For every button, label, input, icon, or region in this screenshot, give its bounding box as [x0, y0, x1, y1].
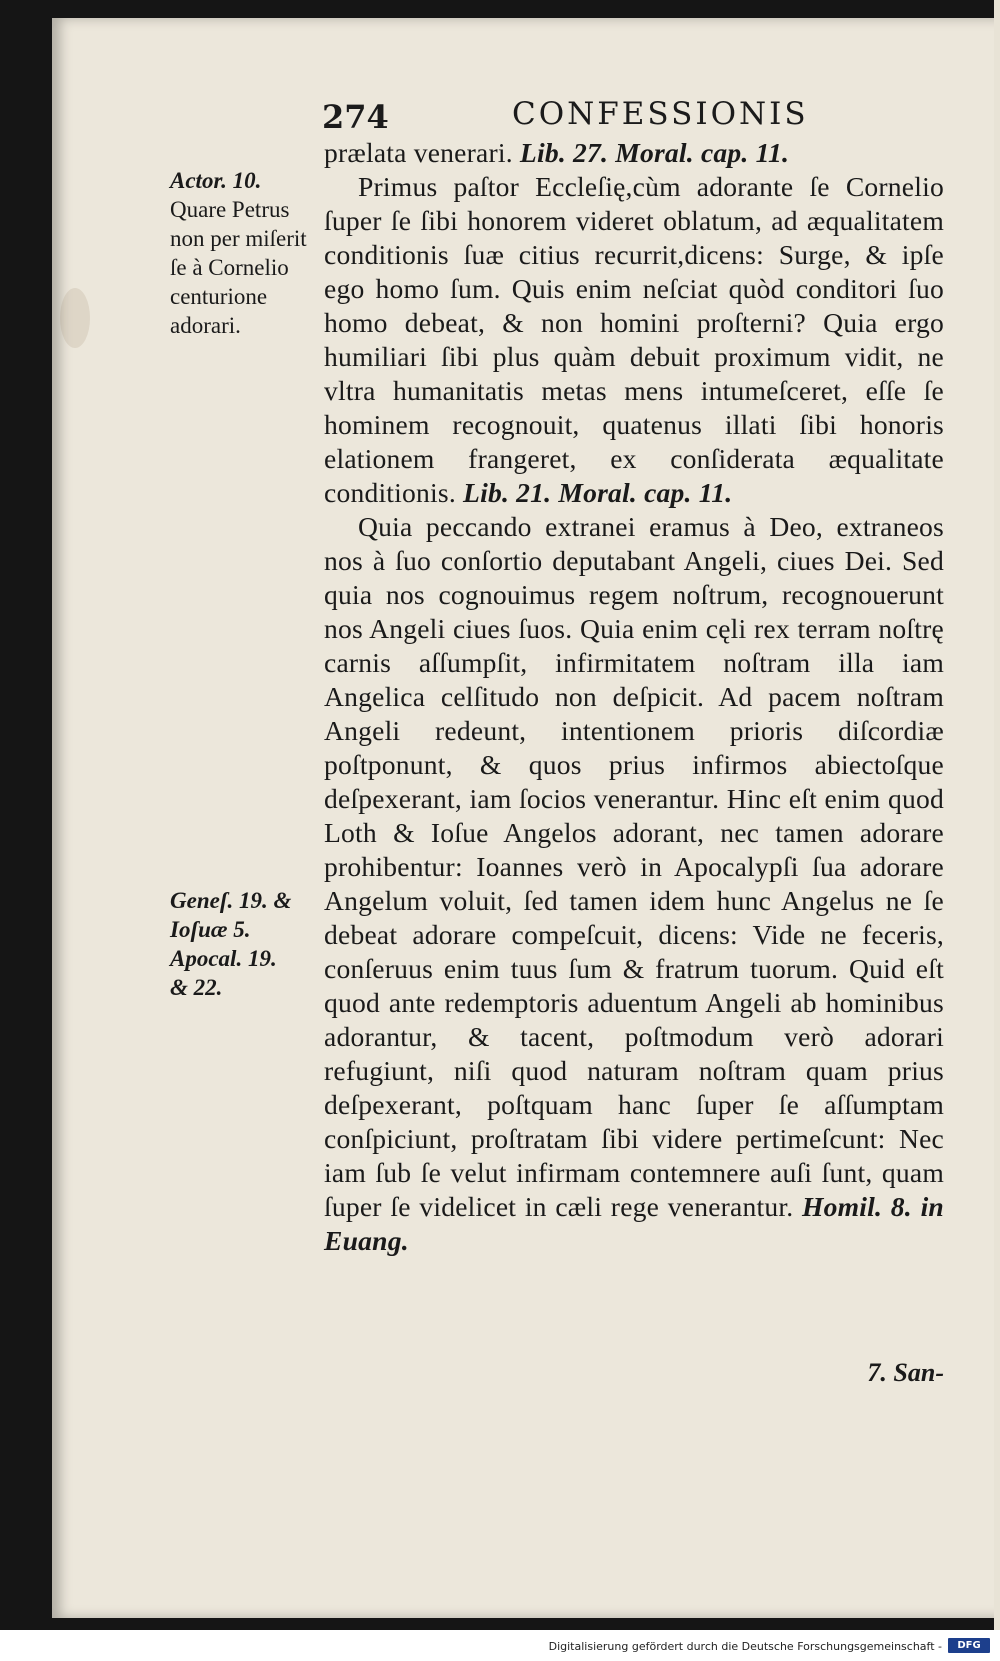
citation: Homil. 8. in Euang. [324, 1191, 944, 1256]
paragraph-text: prælata venerari. [324, 137, 513, 168]
paragraph-text: Primus paſtor Eccleſię,cùm adorante ſe Cornelio ſuper ſe ſibi honorem videret oblatum, ad æqualitatem conditionis ſuæ citius recurrit,dicens: Surge, & ipſe ego homo ſum. Quis enim neſciat quòd conditori ſuo homo debeat, & non homini proſterni? Quia ergo humiliari ſibi plus quàm debuit proximum vidit, ne vltra humanitatis metas mens intumeſceret, eſſe ſe hominem recognouit, quatenus illati ſibi honoris elationem frangeret, ex conſiderata æqualitate conditionis. [324, 171, 944, 508]
margin-note-line: & 22. [170, 975, 223, 1000]
page-header [52, 76, 1000, 136]
catchword: 7. San- [867, 1358, 944, 1387]
page-stain [60, 288, 90, 348]
page-number: 274 [322, 98, 389, 136]
margin-note-reference: Actor. 10. [170, 168, 262, 193]
page-edge [994, 0, 1000, 1630]
digitization-footer [0, 1630, 1000, 1661]
margin-note-text: Quare Petrus non per miſerit ſe à Cornelio centurione adorari. [170, 197, 307, 338]
citation: Lib. 21. Moral. cap. 11. [463, 477, 733, 508]
paragraph [324, 510, 944, 1258]
margin-note-line: Geneſ. 19. & [170, 888, 292, 913]
dfg-logo: DFG [948, 1638, 990, 1653]
margin-note-scripture-refs [170, 886, 320, 1002]
margin-note-line: Apocal. 19. [170, 946, 277, 971]
running-title: CONFESSIONIS [512, 96, 809, 132]
paragraph-text: Quia peccando extranei eramus à Deo, extraneos nos à ſuo conſortio deputabant Angeli, ciues Dei. Sed quia nos cognouimus regem noſtrum, recognouerunt nos Angeli ciues ſuos. Quia enim cęli rex terram noſtrę carnis aſſumpſit, infirmitatem noſtram illa iam Angelica celſitudo non deſpicit. Ad pacem noſtram Angeli redeunt, intentionem prioris diſcordiæ poſtponunt, & quos prius infirmos abiectoſque deſpexerant, iam ſocios venerantur. Hinc eſt enim quod Loth & Ioſue Angelos adorant, nec tamen adorare prohibentur: Ioannes verò in Apocalypſi ſua adorare Angelum voluit, ſed tamen idem hunc Angelus ne ſe debeat adorare compeſcuit, dicens: Vide ne feceris, conſeruus enim tuus ſum & fratrum tuorum. Quid eſt quod ante redemptoris aduentum Angeli ab hominibus adorantur, & tacent, poſtmodum verò adorari refugiunt, niſi quod naturam noſtram quam prius deſpexerant, poſtquam hanc ſuper ſe aſſumptam conſpiciunt, proſtratam ſibi videre pertimeſcunt: Nec iam ſub ſe velut infirmam contemnere auſi ſunt, quam ſuper ſe videlicet in cæli rege venerantur. [324, 511, 944, 1222]
paragraph [324, 170, 944, 510]
citation: Lib. 27. Moral. cap. 11. [519, 137, 790, 168]
margin-note-acts [170, 166, 320, 340]
book-page [52, 18, 1000, 1618]
main-text-block [324, 136, 944, 1258]
margin-note-line: Ioſuæ 5. [170, 917, 251, 942]
funding-credit: Digitalisierung gefördert durch die Deutsche Forschungsgemeinschaft - [548, 1640, 942, 1653]
paragraph-continuation [324, 136, 944, 170]
